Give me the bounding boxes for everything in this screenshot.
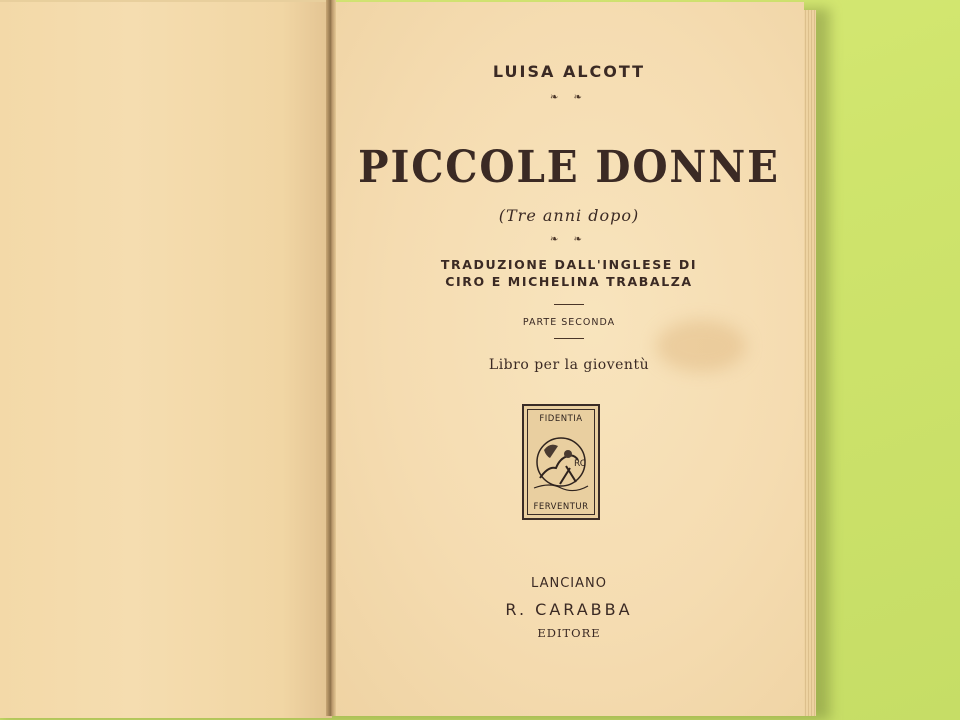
title-page [334, 2, 804, 716]
ornament-middle: ❧ ❧ [550, 234, 588, 245]
printer-mark-monogram: RC [574, 459, 587, 469]
publisher-role: EDITORE [537, 626, 601, 640]
series-label: Libro per la gioventù [488, 357, 650, 373]
book-subtitle: (Tre anni dopo) [498, 206, 640, 225]
printer-mark-figure-icon [530, 428, 592, 498]
publisher-name: R. CARABBA [505, 600, 633, 619]
translation-line-1: TRADUZIONE DALL'INGLESE DI [440, 257, 698, 272]
book-gutter [326, 0, 336, 716]
publisher-city: LANCIANO [531, 576, 607, 591]
ornament-top: ❧ ❧ [550, 92, 588, 103]
translation-credit [334, 256, 804, 290]
left-blank-page [0, 0, 332, 718]
divider-top [554, 304, 584, 305]
printer-mark [522, 404, 600, 520]
translation-line-2: CIRO E MICHELINA TRABALZA [445, 274, 693, 289]
part-label: PARTE SECONDA [522, 317, 616, 328]
author-name: LUISA ALCOTT [492, 62, 646, 81]
printer-mark-motto-top: FIDENTIA [539, 414, 583, 424]
divider-bottom [554, 338, 584, 339]
book-title: PICCOLE DONNE [358, 142, 780, 193]
printer-mark-motto-bottom: FERVENTUR [533, 502, 589, 512]
